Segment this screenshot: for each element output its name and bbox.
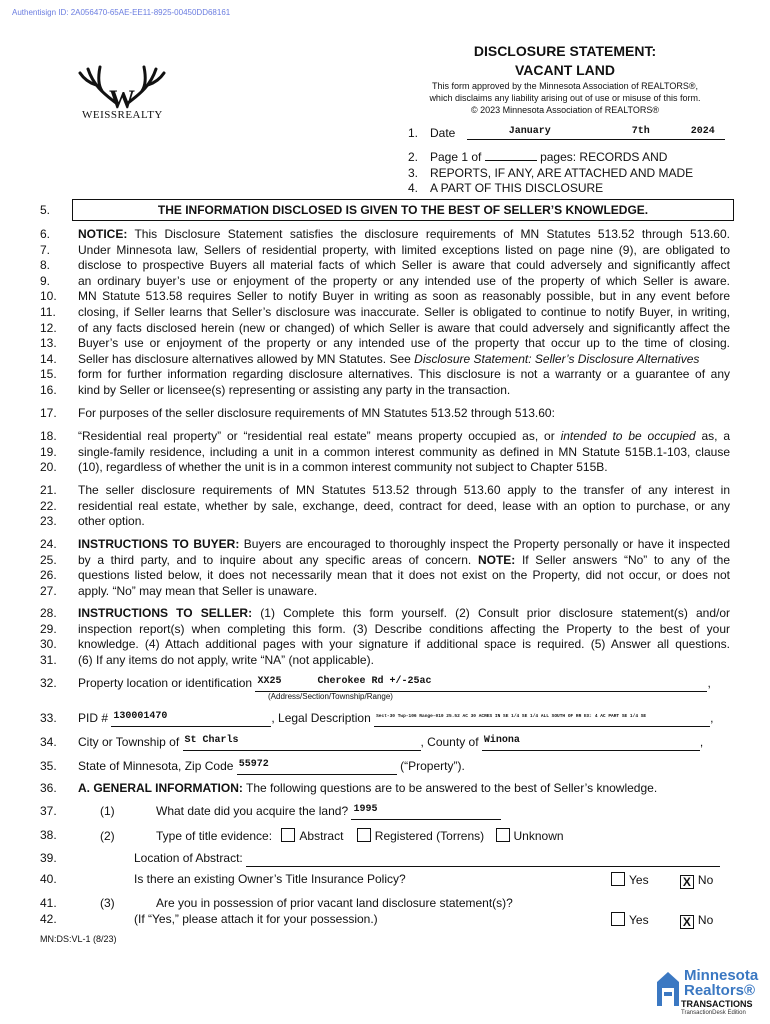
pid-field[interactable]: 130001470 (111, 713, 271, 727)
form-title: DISCLOSURE STATEMENT: VACANT LAND (473, 43, 657, 78)
applicability-section: 21. The seller disclosure requirements of MN Statutes 513.52 through 513.60 apply to the transfer of any interest in 22. residential real estate, whether by sale, exchange, deed, contract for deed, lease with an option to purchase, or any 23. other option. (40, 483, 730, 529)
policy-no-checkbox[interactable]: X (680, 875, 694, 889)
definition-section: 18. “Residential real property” or “residential real estate” means property occupied as, or intended to be occupied as, a 19. single-family residence, including a unit in a common interest community as defined in MN Statute 515B.1-103, clause 20. (10), regardless of whether the unit is in a common interest community not subject to Chapter 515B. (40, 429, 731, 475)
pid-row: 33. PID # 130001470 , Legal Description Sect-30 Twp-106 Range-010 25.52 AC 30 ACRES IN SE 1/4 SE 1/4 ALL SOUTH OF RR EX: 4 AC PART SE 1/4 SE , (40, 711, 714, 725)
transactions-label: TRANSACTIONS (681, 999, 753, 1009)
abstract-location-row: 39. Location of Abstract: (40, 851, 730, 867)
abstract-checkbox[interactable] (281, 828, 295, 842)
state-zip-row: 35. State of Minnesota, Zip Code 55972 (“Property”). (40, 759, 465, 773)
prior-no-checkbox[interactable]: X (680, 915, 694, 929)
registered-checkbox[interactable] (357, 828, 371, 842)
county-field[interactable]: Winona (482, 737, 700, 751)
city-county-row: 34. City or Township of St Charls , County of Winona , (40, 735, 704, 749)
page-count-block: 2. Page 1 of pages: RECORDS AND 3. REPORTS, IF ANY, ARE ATTACHED AND MADE 4. A PART OF THIS DISCLOSURE (408, 150, 694, 195)
purpose-line: 17. For purposes of the seller disclosure requirements of MN Statutes 513.52 through 513.60: (40, 406, 555, 420)
title-policy-row: 40. Is there an existing Owner’s Title Insurance Policy? (40, 872, 406, 886)
legal-description-field[interactable]: Sect-30 Twp-106 Range-010 25.52 AC 30 ACRES IN SE 1/4 SE 1/4 ALL SOUTH OF RR EX: 4 AC PART SE 1/4 SE (374, 713, 710, 727)
location-sublabel: (Address/Section/Township/Range) (268, 692, 393, 701)
knowledge-banner: THE INFORMATION DISCLOSED IS GIVEN TO THE BEST OF SELLER’S KNOWLEDGE. (72, 199, 734, 221)
alternatives-form-ref: Disclosure Statement: Seller’s Disclosure Alternatives (414, 351, 700, 366)
mnr-house-icon (655, 968, 681, 1008)
buyer-instructions: 24. INSTRUCTIONS TO BUYER: Buyers are encouraged to thoroughly inspect the Property personally or have it inspected 25. by a third party, and to inquire about any specific areas of concern. NOTE: If Seller answers “No” to any of the 26. questions listed below, it does not necessarily mean that it does not exist on the Property, did not occur, or does not 27. apply. “No” may mean that Seller is unaware. (40, 537, 730, 598)
approval-notice: This form approved by the Minnesota Association of REALTORS®, which disclaims any liability arising out of use or misuse of this form. © 2023 Minnesota Association of REALTORS® (429, 81, 701, 115)
acquire-date-field[interactable]: 1995 (351, 806, 501, 820)
property-location-row: 32. Property location or identification XX25 Cherokee Rd +/-25ac , (40, 676, 711, 690)
page-total-field[interactable] (485, 150, 537, 161)
acquire-date-row: 37. (1) What date did you acquire the land? 1995 (40, 804, 730, 820)
form-code: MN:DS:VL-1 (8/23) (40, 934, 117, 944)
mnr-logo-text: Minnesota Realtors® (684, 967, 759, 999)
transactiondesk-label: TransactionDesk Edition (681, 1010, 746, 1016)
city-field[interactable]: St Charls (183, 737, 421, 751)
policy-answer: Yes X No (611, 872, 713, 889)
authentisign-id: Authentisign ID: 2A056470-65AE-EE11-8925-00450DD68161 (12, 8, 231, 17)
property-location-field[interactable]: XX25 Cherokee Rd +/-25ac (255, 678, 707, 692)
brand-name: WEISSREALTY (82, 109, 163, 121)
title-evidence-row: 38. (2) Type of title evidence: Abstract Registered (Torrens) Unknown (40, 828, 564, 843)
date-row: 1. Date January 7th 2024 (408, 125, 725, 140)
notice-section: 6. NOTICE: This Disclosure Statement satisfies the disclosure requirements of MN Statutes 513.52 through 513.60. 7. Under Minnesota law, Sellers of residential property, with limited exceptions listed on page nine (9), are obligated to 8. disclose to prospective Buyers all material facts of which Seller is aware that could adversely and significantly affect 9. an ordinary buyer’s use or enjoyment of the property or any intended use of the property of which Seller is aware. 10. MN Statute 513.58 requires Seller to notify Buyer in writing as soon as reasonably possible, but in any event before 11. closing, if Seller learns that Seller’s disclosure was inaccurate. Seller is obligated to continue to notify Buyer, in writing, 12. of any facts disclosed herein (new or changed) of which Seller is aware that could adversely and significantly affect the 13. Buyer’s use or enjoyment of the property or any intended use of the property that occur up to the time of closing. 14. Seller has disclosure alternatives allowed by MN Statutes. See Disclosure Statement: Seller’s Disclosure Alternatives 15. form for further information regarding disclosure alternatives. This disclosure is not a warranty or a guarantee of any 16. kind by Seller or licensee(s) representing or assisting any party in the transaction. (40, 227, 730, 397)
unknown-checkbox[interactable] (496, 828, 510, 842)
policy-yes-checkbox[interactable] (611, 872, 625, 886)
zip-field[interactable]: 55972 (237, 761, 397, 775)
prior-disclosure-answer: Yes X No (611, 912, 713, 929)
logo-letter: W (109, 85, 135, 114)
prior-disclosure-row: 41. (3) Are you in possession of prior vacant land disclosure statement(s)? 42. (If “Yes,” please attach it for your possession.) (40, 896, 513, 926)
date-field[interactable]: January 7th 2024 (467, 125, 725, 140)
general-info-heading: 36. A. GENERAL INFORMATION: The following questions are to be answered to the best of Seller’s knowledge. (40, 781, 658, 795)
seller-instructions: 28. INSTRUCTIONS TO SELLER: (1) Complete this form yourself. (2) Consult prior disclosure statement(s) and/or 29. inspection report(s) when completing this form. (3) Describe conditions affecting the Property to the best of your 30. knowledge. (4) Attach additional pages with your signature if additional space is required. (5) Answer all questions. 31. (6) If any items do not apply, write “NA” (not applicable). (40, 606, 731, 667)
abstract-location-field[interactable] (246, 853, 720, 867)
prior-yes-checkbox[interactable] (611, 912, 625, 926)
